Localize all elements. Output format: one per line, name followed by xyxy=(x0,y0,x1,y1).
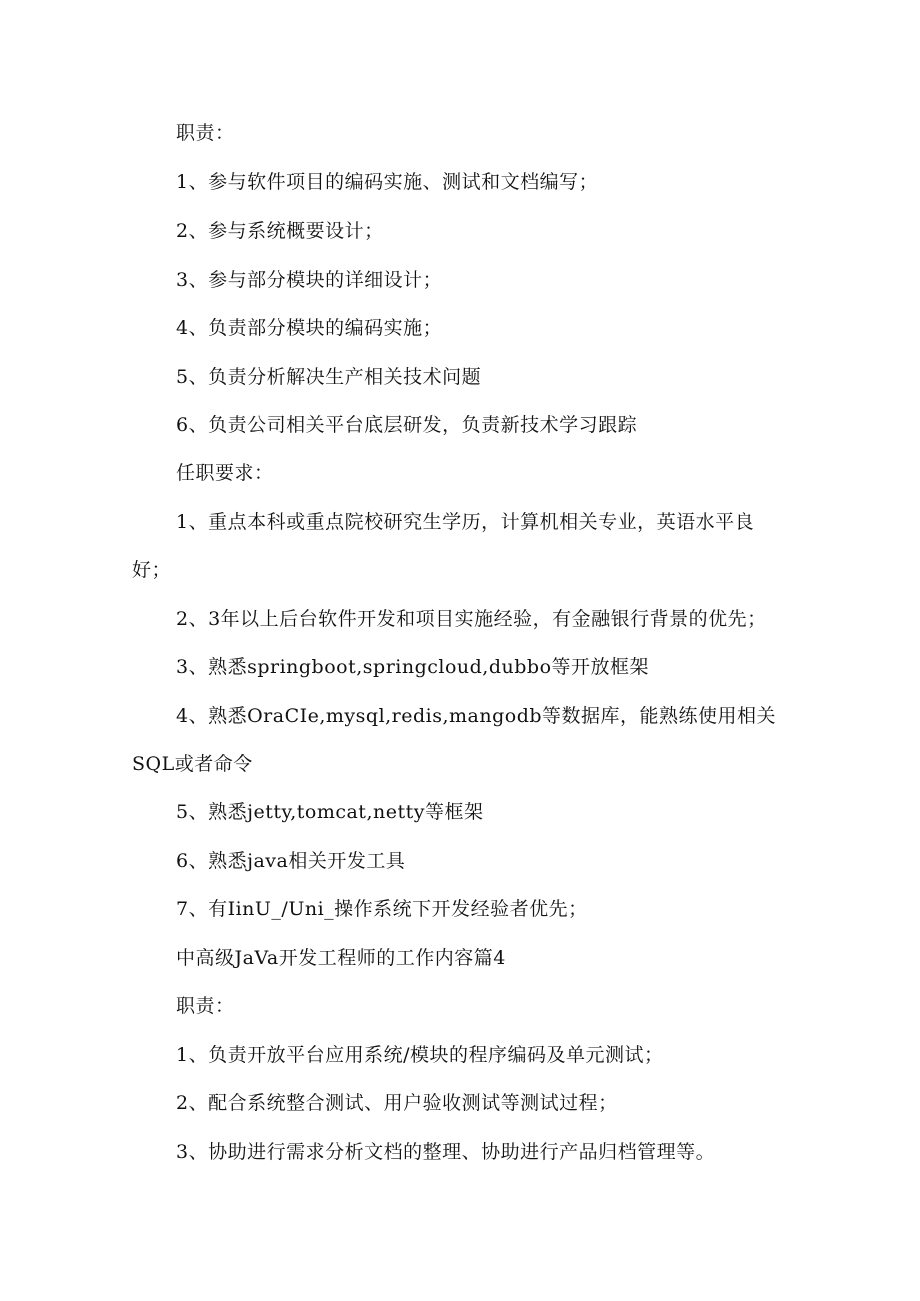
requirement-item: 4、熟悉OraCIe,mysql,redis,mangodb等数据库，能熟练使用相关 xyxy=(176,705,777,727)
duties-heading: 职责： xyxy=(176,122,235,144)
requirement-item: 5、熟悉jetty,tomcat,netty等框架 xyxy=(176,801,484,823)
duty-item: 5、负责分析解决生产相关技术问题 xyxy=(176,366,482,388)
requirements-heading: 任职要求： xyxy=(176,462,274,484)
requirement-item: 2、3年以上后台软件开发和项目实施经验，有金融银行背景的优先； xyxy=(176,608,767,630)
duty-item: 2、配合系统整合测试、用户验收测试等测试过程； xyxy=(176,1092,618,1114)
requirement-item: 6、熟悉java相关开发工具 xyxy=(176,850,406,872)
requirement-item: 1、重点本科或重点院校研究生学历，计算机相关专业，英语水平良 xyxy=(176,511,755,533)
requirement-item-continuation: SQL或者命令 xyxy=(132,753,253,775)
duty-item: 6、负责公司相关平台底层研发，负责新技术学习跟踪 xyxy=(176,414,638,436)
duty-item: 2、参与系统概要设计； xyxy=(176,220,384,242)
requirement-item: 7、有IinU_/Uni_操作系统下开发经验者优先； xyxy=(176,898,588,920)
duty-item: 1、负责开放平台应用系统/模块的程序编码及单元测试； xyxy=(176,1044,664,1066)
duty-item: 3、协助进行需求分析文档的整理、协助进行产品归档管理等。 xyxy=(176,1141,716,1163)
duty-item: 3、参与部分模块的详细设计； xyxy=(176,269,443,291)
duty-item: 4、负责部分模块的编码实施； xyxy=(176,317,443,339)
duties-heading: 职责： xyxy=(176,995,235,1017)
requirement-item: 3、熟悉springboot,springcloud,dubbo等开放框架 xyxy=(176,656,650,678)
requirement-item-continuation: 好； xyxy=(132,559,172,581)
section-title: 中高级JaVa开发工程师的工作内容篇4 xyxy=(176,947,506,969)
duty-item: 1、参与软件项目的编码实施、测试和文档编写； xyxy=(176,171,599,193)
